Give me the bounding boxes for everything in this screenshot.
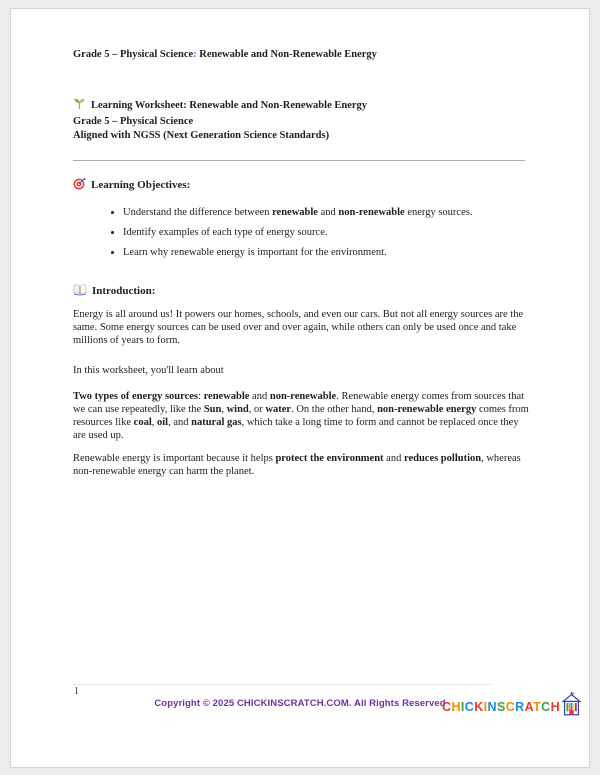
- objective-item: [123, 246, 529, 259]
- importance-paragraph: [73, 452, 529, 478]
- open-book-icon: [73, 284, 87, 300]
- logo-letter: I: [460, 699, 465, 714]
- text-segment: energy sources.: [404, 207, 473, 218]
- objective-item: [123, 226, 529, 239]
- schoolhouse-icon: [562, 692, 581, 721]
- logo-letter: N: [487, 699, 497, 714]
- text-segment: oil: [156, 417, 169, 428]
- title-block: [73, 97, 529, 143]
- objectives-list: [73, 206, 529, 259]
- running-head: [73, 48, 529, 61]
- logo-letter: H: [550, 699, 560, 714]
- text-segment: non-renewable energy: [377, 404, 477, 415]
- text-segment: Understand the difference between: [123, 207, 273, 218]
- text-segment: Learn why renewable energy is important for the environment.: [123, 247, 387, 258]
- dartboard-icon: [73, 177, 86, 194]
- text-segment: Two types of energy sources: [73, 391, 199, 402]
- text-segment: comes from resources like: [73, 404, 529, 428]
- ngss-alignment-line: Aligned with NGSS (Next Generation Science Standards): [73, 130, 330, 141]
- text-segment: . On the other hand,: [291, 404, 378, 415]
- logo-wordmark: [442, 700, 560, 714]
- text-segment: and: [383, 453, 404, 464]
- footer-divider: [73, 684, 491, 685]
- text-segment: reduces pollution: [403, 453, 482, 464]
- text-segment: ,: [151, 417, 157, 428]
- objectives-heading-text: Learning Objectives:: [91, 179, 191, 191]
- text-segment: :: [198, 391, 204, 402]
- logo-letter: I: [483, 699, 488, 714]
- section-divider: [73, 160, 525, 161]
- document-page: [10, 8, 590, 768]
- text-segment: renewable: [203, 391, 250, 402]
- text-segment: and: [317, 207, 339, 218]
- text-segment: non-renewable: [269, 391, 337, 402]
- document-content: [73, 48, 529, 478]
- text-segment: natural gas: [191, 417, 242, 428]
- seedling-icon: [73, 97, 86, 115]
- text-segment: , whereas non-renewable energy can harm the planet.: [73, 453, 521, 477]
- logo-letter: C: [541, 699, 551, 714]
- text-segment: Identify examples of each type of energy source.: [123, 227, 328, 238]
- energy-types-paragraph: [73, 390, 529, 442]
- text-segment: coal: [133, 417, 152, 428]
- copyright-text: Copyright © 2025 CHICKINSCRATCH.COM. All Rights Reserved: [154, 698, 446, 709]
- running-head-colon: :: [193, 49, 197, 60]
- logo-letter: R: [515, 699, 525, 714]
- logo-letter: K: [474, 699, 484, 714]
- text-segment: water: [265, 404, 292, 415]
- text-segment: , which take a long time to form and cannot be replaced once they are used up.: [73, 417, 519, 441]
- chickinscratch-logo: [442, 692, 581, 721]
- text-segment: . Renewable energy comes from sources that we can use repeatedly, like the: [73, 391, 525, 415]
- text-segment: renewable: [272, 207, 318, 218]
- text-segment: and: [249, 391, 270, 402]
- page-number: 1: [74, 686, 79, 697]
- logo-letter: T: [533, 699, 542, 714]
- text-segment: , or: [248, 404, 266, 415]
- running-head-topic: Renewable and Non-Renewable Energy: [196, 49, 377, 60]
- logo-letter: C: [505, 699, 516, 714]
- grade-subject-line: Grade 5 – Physical Science: [73, 116, 194, 127]
- text-segment: , and: [168, 417, 192, 428]
- text-segment: non-renewable: [338, 207, 405, 218]
- text-segment: Sun: [203, 404, 222, 415]
- text-segment: ,: [221, 404, 227, 415]
- intro-paragraph: Energy is all around us! It powers our homes, schools, and even our cars. But not all energy sources are the same. Some energy sources can be used over and over again, while others can only be used once and take millions of years to form.: [73, 309, 524, 346]
- running-head-course: Grade 5 – Physical Science: [73, 49, 194, 60]
- logo-letter: H: [451, 699, 461, 714]
- worksheet-title: [73, 97, 529, 115]
- logo-letter: A: [524, 699, 534, 714]
- text-segment: wind: [226, 404, 249, 415]
- objectives-heading: [73, 177, 529, 194]
- introduction-heading-text: Introduction:: [92, 285, 156, 297]
- logo-letter: C: [464, 699, 475, 714]
- worksheet-lead-in-paragraph: In this worksheet, you'll learn about: [73, 365, 224, 376]
- text-segment: Renewable energy is important because it helps: [73, 453, 276, 464]
- logo-letter: C: [442, 699, 452, 714]
- logo-letter: S: [496, 699, 506, 714]
- worksheet-title-text: Learning Worksheet: Renewable and Non-Renewable Energy: [91, 100, 368, 111]
- text-segment: protect the environment: [275, 453, 384, 464]
- objective-item: [123, 206, 529, 219]
- introduction-heading: [73, 284, 529, 300]
